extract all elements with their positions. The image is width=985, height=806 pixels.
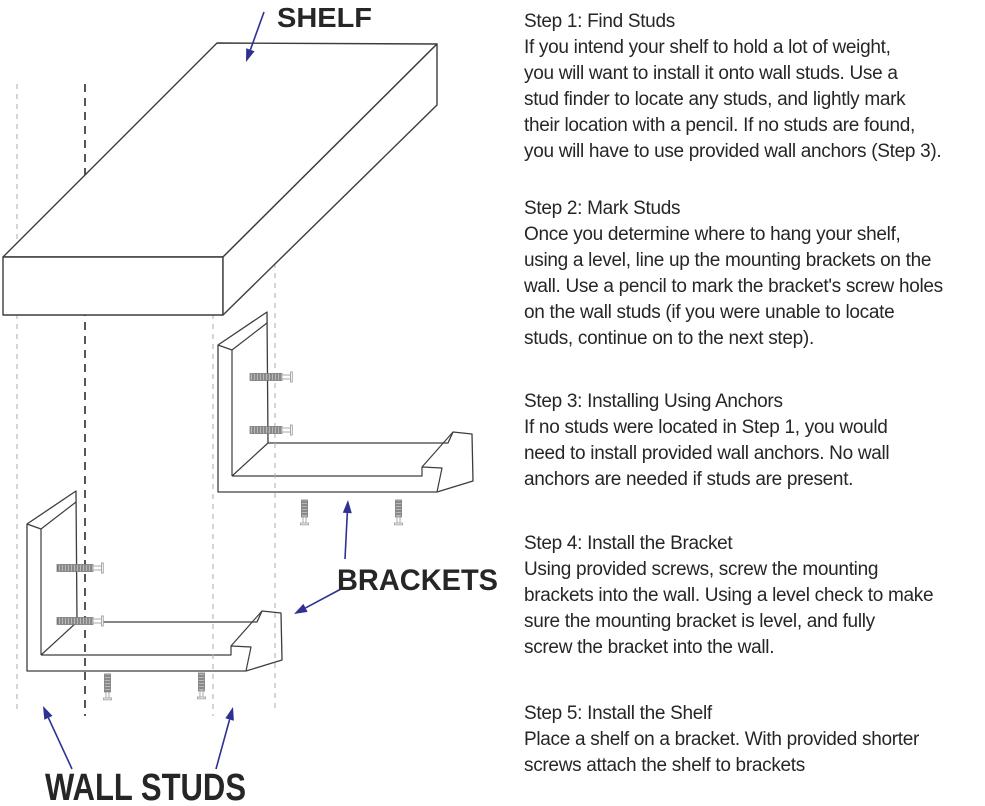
step-heading: Step 2: Mark Studs — [524, 198, 681, 219]
step-line: Place a shelf on a bracket. With provided shorter — [524, 729, 920, 750]
arrowhead-icon — [343, 500, 352, 513]
wall-studs-arrow-left — [43, 706, 72, 769]
step-heading: Step 1: Find Studs — [524, 11, 675, 32]
step-line: stud finder to locate any studs, and lightly mark — [524, 89, 906, 110]
shelf-screw — [104, 674, 112, 700]
step-heading: Step 3: Installing Using Anchors — [524, 391, 783, 412]
brackets-arrow-lower — [294, 589, 341, 614]
step-line: you will have to use provided wall anchors (Step 3). — [524, 141, 942, 162]
arrowhead-icon — [225, 707, 234, 721]
step-5 — [524, 701, 919, 779]
step-line: you will want to install it onto wall studs. Use a — [524, 63, 898, 84]
step-heading: Step 4: Install the Bracket — [524, 533, 733, 554]
shelf-screw — [301, 500, 309, 525]
bracket-upper — [218, 312, 473, 492]
step-line: their location with a pencil. If no studs are found, — [524, 115, 916, 136]
step-line: need to install provided wall anchors. No wall — [524, 443, 890, 464]
shelf-screw — [395, 500, 403, 525]
label-brackets: BRACKETS — [337, 564, 498, 597]
step-line: screws attach the shelf to brackets — [524, 755, 805, 776]
bracket-lower — [27, 491, 282, 671]
step-1 — [524, 9, 941, 165]
step-line: wall. Use a pencil to mark the bracket's screw holes — [524, 276, 943, 297]
step-line: studs, continue on to the next step). — [524, 328, 814, 349]
arrowhead-icon — [294, 604, 308, 614]
shelf-screw — [198, 673, 206, 699]
wall-studs-arrow-right — [216, 707, 234, 769]
shelf-front-face — [3, 257, 223, 315]
bracket-outline — [27, 491, 282, 671]
step-line: using a level, line up the mounting brackets on the — [524, 250, 932, 271]
instructions-column — [524, 0, 985, 806]
step-3 — [524, 389, 889, 493]
label-wall-studs: WALL STUDS — [45, 767, 246, 806]
step-line: brackets into the wall. Using a level check to make — [524, 585, 934, 606]
shelf-drawing — [3, 43, 437, 315]
step-line: If no studs were located in Step 1, you would — [524, 417, 888, 438]
step-heading: Step 5: Install the Shelf — [524, 703, 712, 724]
mounting-screw — [57, 563, 103, 573]
step-line: Once you determine where to hang your shelf, — [524, 224, 901, 245]
label-shelf: SHELF — [277, 2, 372, 33]
step-line: screw the bracket into the wall. — [524, 637, 775, 658]
step-line: sure the mounting bracket is level, and fully — [524, 611, 875, 632]
step-line: anchors are needed if studs are present. — [524, 469, 854, 490]
step-line: If you intend your shelf to hold a lot of weight, — [524, 37, 891, 58]
step-line: on the wall studs (if you were unable to locate — [524, 302, 895, 323]
step-line: Using provided screws, screw the mounting — [524, 559, 879, 580]
step-4 — [524, 531, 933, 661]
arrowhead-icon — [43, 706, 53, 720]
mounting-screw — [250, 372, 292, 382]
brackets-arrow-upper — [343, 500, 352, 559]
mounting-screw — [250, 425, 292, 435]
step-2 — [524, 196, 943, 352]
